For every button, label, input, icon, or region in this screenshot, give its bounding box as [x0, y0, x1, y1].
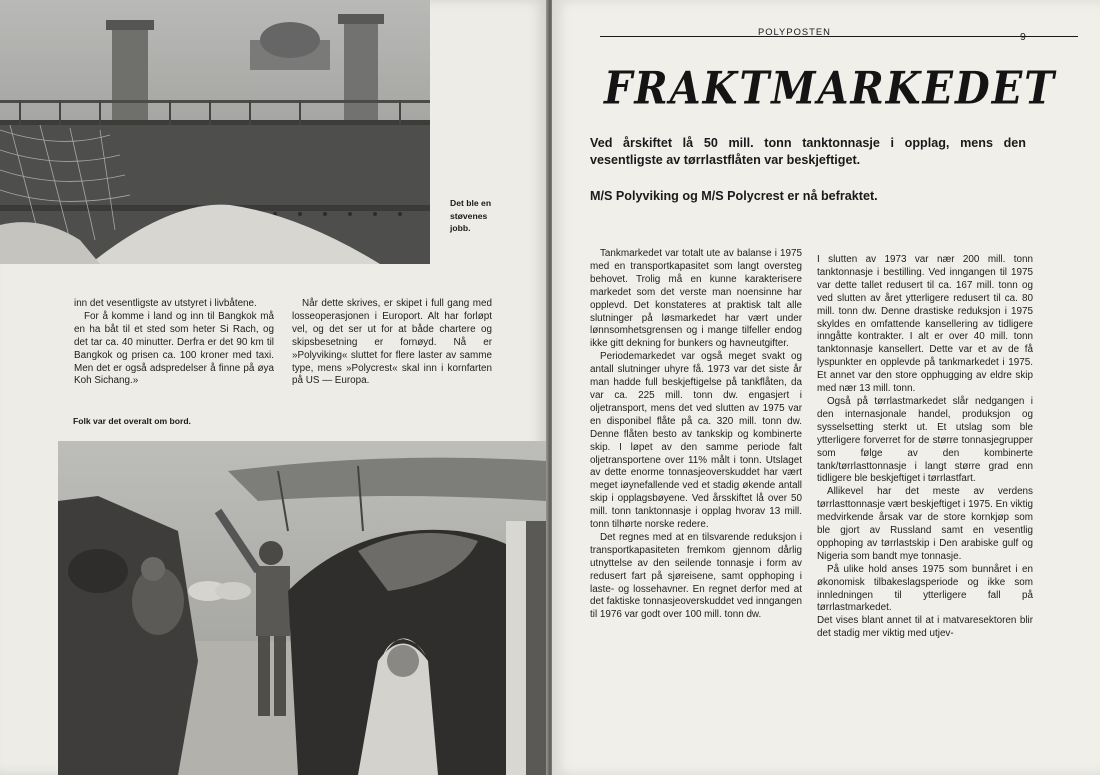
- paragraph: Allikevel har det meste av verdens tørrlasttonnasje vært beskjeftiget i 1975. En viktig medvirkende årsak var de store kornkjøp som ble gjort av Russland samt en vesentlig opphoping av tørrlastskip i Den arabiske gulf og Nigeria som bandt mye tonnasje.: [817, 486, 1033, 562]
- paragraph: Tankmarkedet var totalt ute av balanse i 1975 med en transportkapasitet som langt oversteg behovet. Trolig må en kunne karakterisere markedet som det verste man noensinne har opplevd. Det konstateres at praktisk talt alle slutninger på løsmarkedet har vært under lønnsomhetsgrensen og i mange tilfeller endog ikke gitt dekning for bunkers og havneutgifter.: [590, 248, 802, 350]
- ship-photo: [0, 0, 430, 264]
- article-title: FRAKTMARKEDET: [604, 62, 1056, 115]
- left-column-2: [292, 298, 492, 388]
- lead-paragraph: Ved årskiftet lå 50 mill. tonn tanktonnasje i opplag, mens den vesentligste av tørrlastflåten var beskjeftiget.: [590, 136, 1026, 167]
- paragraph: Når dette skrives, er skipet i full gang med losseoperasjonen i Europort. Alt har forløpt vel, og det ser ut for at både chartere og skipsbesetning er fornøyd. Nå er »Polyviking« sluttet for flere laster av samme type, mens »Polycrest« skal inn i kornfarten på US — Europa.: [292, 298, 492, 387]
- deck-photo: [58, 441, 546, 775]
- paragraph: På ulike hold anses 1975 som bunnåret i en økonomisk tilbakeslagsperiode og ikke som innledningen til ytterligere fall på tørrlastmarkedet.: [817, 563, 1033, 614]
- right-column-2: [817, 254, 1033, 641]
- left-column-1: [74, 298, 274, 388]
- paragraph: Det regnes med at en tilsvarende reduksjon i transportkapasiteten fremkom gjennom dårlig utnyttelse av den seilende tonnasje i form av redusert fart på sjøreisene, samt opphoping i laste- og lossehavner. En regnet derfor med at det faktiske tonnasjeoverskuddet ved inngangen til 1976 var godt over 100 mill. tonn dw.: [590, 531, 802, 621]
- header-rule: [600, 36, 1078, 37]
- left-page: [0, 0, 548, 775]
- paragraph: inn det vesentligste av utstyret i livbåtene.: [74, 298, 257, 309]
- paragraph: Det vises blant annet til at i matvaresektoren blir det stadig mer viktig med utjev-: [817, 615, 1033, 640]
- subheading: M/S Polyviking og M/S Polycrest er nå befraktet.: [590, 189, 878, 203]
- paragraph: I slutten av 1973 var nær 200 mill. tonn tanktonnasje i bestilling. Ved inngangen til 1975 var dette tallet redusert til ca. 167 mill. tonn og ved slutten av året ytterligere redusert til ca. 80 mill. tonn dw. Denne drastiske reduksjon i 1975 skyldes en omfattende kansellering av tidligere inngåtte kontrakter. I alt er over 40 mill. tonn tanktonnasje kansellert. Dette var et av de få lyspunkter en opplevde på tankmarkedet i 1975. Et annet var den store opphugging av eldre skip med nær 13 mill. tonn.: [817, 254, 1033, 395]
- paragraph: For å komme i land og inn til Bangkok må en ha båt til et sted som heter Si Rach, og det tar ca. 40 minutter. Derfra er det 90 km til Bangkok og prisen ca. 100 kroner med taxi. Men det er også adspredelser å finne på øya Koh Sichang.»: [74, 310, 274, 387]
- page-number: 9: [1020, 31, 1026, 43]
- right-page: [552, 0, 1100, 775]
- running-head: POLYPOSTEN: [758, 26, 831, 37]
- paragraph: Også på tørrlastmarkedet slår nedgangen i den internasjonale handel, produksjon og sysselsetting sterkt ut. Et utslag som ble ytterligere forverret for de større tonnasjegrupper som følge av den kombinerte tank/tørrlasttonnasje i langt større grad enn tidligere ble beskjeftiget i tørrlastfart.: [817, 395, 1033, 485]
- ship-photo-image: [0, 0, 430, 264]
- right-column-1: [590, 248, 802, 622]
- ship-photo-caption: Det ble en støvenes jobb.: [450, 198, 492, 233]
- deck-photo-image: [58, 441, 546, 775]
- deck-photo-caption: Folk var det overalt om bord.: [73, 416, 191, 426]
- paragraph: Periodemarkedet var også meget svakt og antall slutninger uhyre få. 1973 var det siste år man hadde full beskjeftigelse på tankflåten, da var ca. 225 mill. tonn dw. engasjert i oljetransport, mens det ved slutten av 1975 var en disponibel flåte på ca. 320 mill. tonn dw. Denne flåten besto av tankskip og kombinerte skip. I løpet av den samme periode falt oljetransportene over 11% målt i tonn. Utslaget av dette enorme tonnasjeoverskuddet har vært meget iøynefallende ved et stadig økende antall skip i opplagsbøyene. Ved årsskiftet lå over 50 mill. tonn tanktonnasje i opplag hvorav 13 mill. tonn tilhørte norske redere.: [590, 351, 802, 531]
